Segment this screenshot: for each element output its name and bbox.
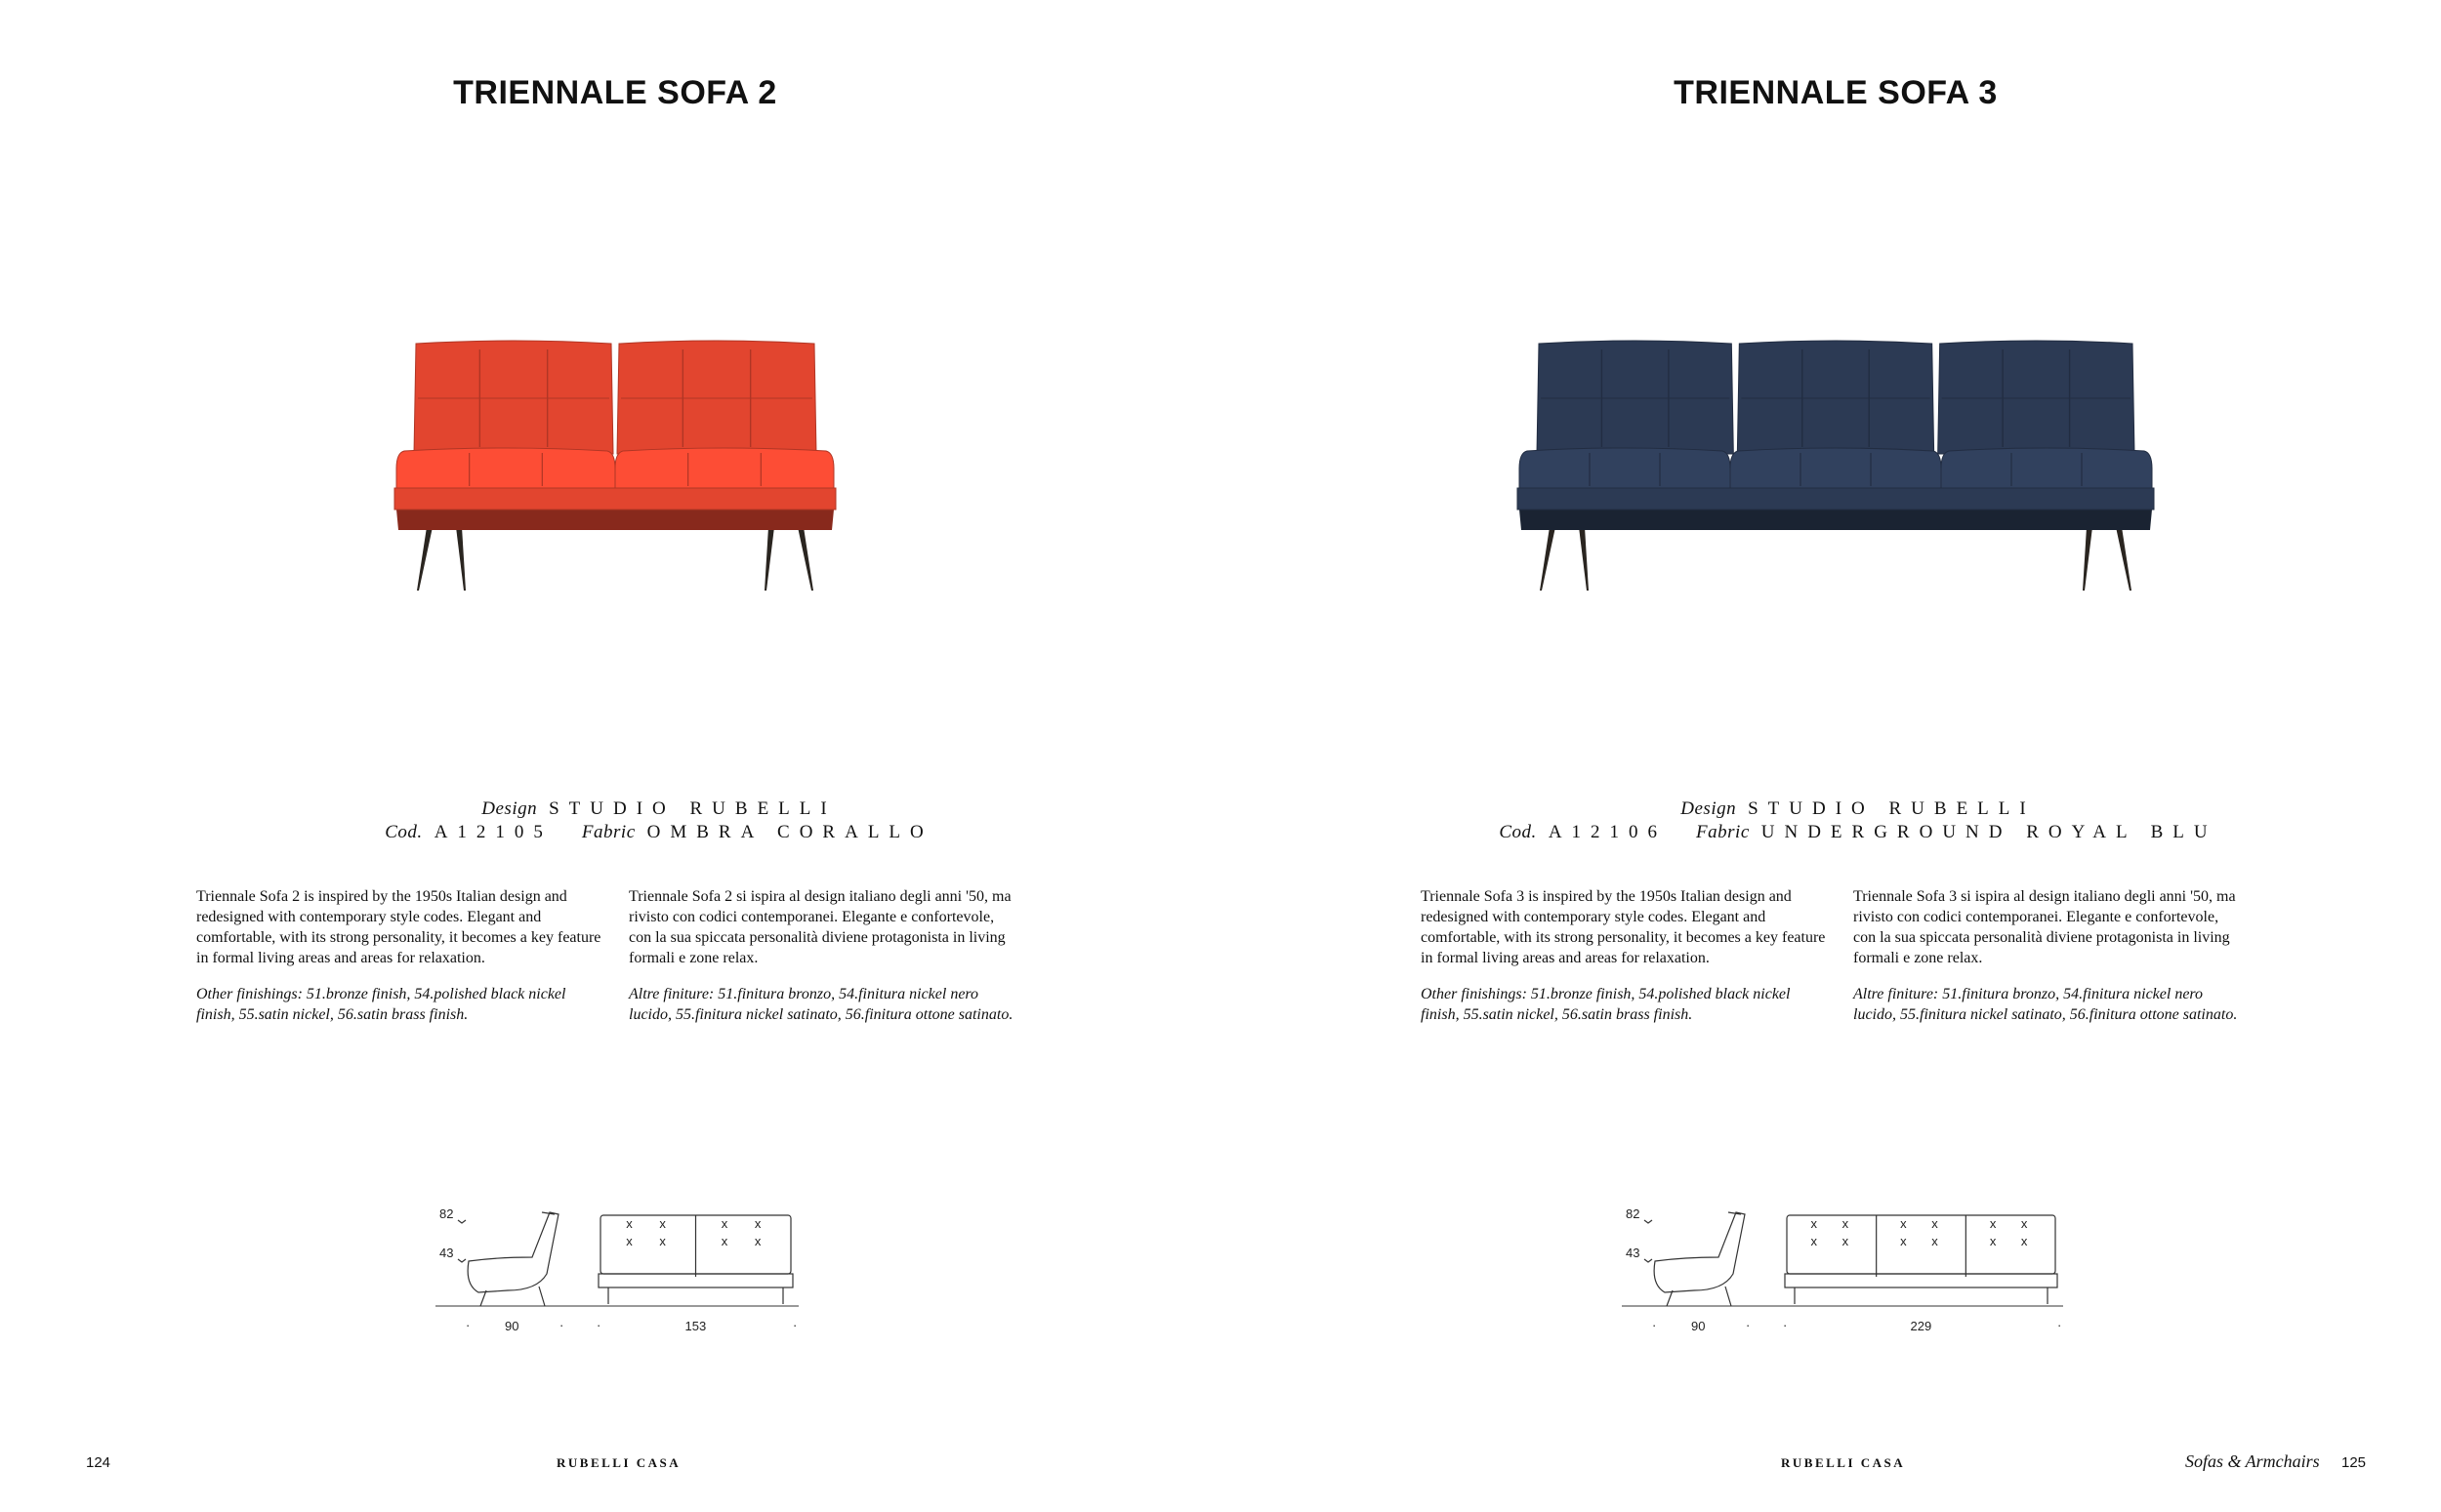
- sofa-leg: [456, 527, 466, 591]
- product-title: TRIENNALE SOFA 2: [453, 74, 777, 111]
- dim-dot: ·: [466, 1318, 471, 1332]
- product-title: TRIENNALE SOFA 3: [1674, 74, 1998, 111]
- tuft-mark: x: [659, 1216, 666, 1231]
- seat-cushion: [396, 448, 615, 488]
- finish-text-it: Altre finiture: 51.finitura bronzo, 54.finitura nickel nero lucido, 55.finitura nickel satinato, 56.finitura ottone satinato.: [1853, 986, 2238, 1023]
- tuft-mark: x: [2020, 1216, 2028, 1231]
- tuft-mark: x: [721, 1234, 728, 1248]
- seat-front: [394, 488, 836, 510]
- page-number: 125: [2341, 1454, 2367, 1471]
- side-view-outline: [468, 1212, 559, 1292]
- description-it: [1853, 886, 2244, 1041]
- dim-arrow: [1644, 1220, 1652, 1223]
- seat-cushion: [1730, 448, 1941, 488]
- tuft-mark: x: [754, 1234, 762, 1248]
- back-cushion: [1537, 341, 1733, 454]
- back-cushion: [617, 341, 816, 454]
- code-value: A12106: [1548, 822, 1668, 842]
- description-it: [629, 886, 1019, 1041]
- sofa-leg: [2083, 527, 2092, 591]
- tuft-mark: x: [1989, 1216, 1997, 1231]
- section-title: Sofas & Armchairs: [2185, 1451, 2320, 1471]
- tuft-mark: x: [2020, 1234, 2028, 1248]
- fabric-label: Fabric: [1696, 822, 1750, 842]
- dim-arrow: [458, 1220, 466, 1223]
- back-cushion: [1938, 341, 2134, 454]
- page-left: [0, 0, 1220, 1512]
- dim-height-label: 82: [1626, 1206, 1640, 1221]
- dim-width-label: 153: [684, 1319, 707, 1333]
- tuft-mark: x: [1841, 1234, 1849, 1248]
- dim-height-label: 82: [439, 1206, 454, 1221]
- dim-dot: ·: [1652, 1318, 1657, 1332]
- dimension-drawing: [430, 1201, 801, 1337]
- sofa-leg: [417, 527, 433, 591]
- back-cushion: [414, 341, 613, 454]
- description-en: [1421, 886, 1831, 1041]
- design-label: Design: [1680, 798, 1737, 819]
- tuft-mark: x: [626, 1234, 633, 1248]
- seat-cushion: [1941, 448, 2152, 488]
- sofa-photo: [391, 332, 840, 605]
- sofa-leg: [765, 527, 774, 591]
- seat-cushion: [615, 448, 834, 488]
- sofa-frame: [396, 510, 834, 530]
- description-en: [196, 886, 606, 1041]
- dim-depth-label: 90: [1691, 1319, 1706, 1333]
- tuft-mark: x: [1841, 1216, 1849, 1231]
- tuft-mark: x: [754, 1216, 762, 1231]
- side-view-leg: [539, 1287, 545, 1306]
- dim-width-label: 229: [1910, 1319, 1932, 1333]
- tuft-mark: x: [1931, 1234, 1938, 1248]
- desc-text-it: Triennale Sofa 3 si ispira al design italiano degli anni '50, ma rivisto con codici contemporanei. Elegante e confortevole, con la sua spiccata personalità diviene protagonista in living formali e zone relax.: [1853, 888, 2236, 966]
- dim-dot: ·: [559, 1318, 564, 1332]
- sofa-leg: [2116, 527, 2131, 591]
- tuft-mark: x: [721, 1216, 728, 1231]
- code-label: Cod.: [385, 822, 423, 842]
- design-value: STUDIO RUBELLI: [1748, 798, 2036, 819]
- tuft-mark: x: [1989, 1234, 1997, 1248]
- product-meta: [49, 798, 1269, 845]
- dim-arrow: [1644, 1259, 1652, 1262]
- side-view-leg: [1725, 1287, 1731, 1306]
- back-cushion: [1737, 341, 1933, 454]
- finish-text-en: Other finishings: 51.bronze finish, 54.polished black nickel finish, 55.satin nickel, 56.satin brass finish.: [1421, 986, 1791, 1023]
- front-view-seat: [1785, 1274, 2057, 1287]
- tuft-mark: x: [1810, 1234, 1817, 1248]
- front-view-back: [1787, 1215, 2055, 1274]
- seat-front: [1517, 488, 2154, 510]
- dim-seat-label: 43: [1626, 1246, 1640, 1260]
- tuft-mark: x: [626, 1216, 633, 1231]
- sofa-photo: [1513, 332, 2158, 605]
- tuft-mark: x: [1810, 1216, 1817, 1231]
- tuft-mark: x: [1900, 1216, 1907, 1231]
- sofa-leg: [1540, 527, 1555, 591]
- dim-depth-label: 90: [505, 1319, 519, 1333]
- desc-text-en: Triennale Sofa 2 is inspired by the 1950s Italian design and redesigned with contemporary style codes. Elegant and comfortable, with its strong personality, it becomes a key feature in formal living areas and areas for relaxation.: [196, 888, 601, 966]
- brand-footer: RUBELLI CASA: [1781, 1455, 1906, 1470]
- brand-footer: RUBELLI CASA: [557, 1455, 682, 1470]
- design-label: Design: [481, 798, 538, 819]
- fabric-value: OMBRA CORALLO: [646, 822, 933, 842]
- sofa-frame: [1519, 510, 2152, 530]
- finish-text-it: Altre finiture: 51.finitura bronzo, 54.finitura nickel nero lucido, 55.finitura nickel satinato, 56.finitura ottone satinato.: [629, 986, 1014, 1023]
- code-value: A12105: [434, 822, 553, 842]
- finish-text-en: Other finishings: 51.bronze finish, 54.polished black nickel finish, 55.satin nickel, 56.satin brass finish.: [196, 986, 566, 1023]
- page-number: 124: [86, 1454, 111, 1471]
- seat-cushion: [1519, 448, 1730, 488]
- tuft-mark: x: [1900, 1234, 1907, 1248]
- product-meta: [1248, 798, 2441, 845]
- dimension-drawing: [1616, 1201, 2065, 1337]
- design-value: STUDIO RUBELLI: [549, 798, 837, 819]
- dim-arrow: [458, 1259, 466, 1262]
- code-label: Cod.: [1499, 822, 1537, 842]
- dim-dot: ·: [793, 1318, 798, 1332]
- page-right: [1220, 0, 2441, 1512]
- dim-dot: ·: [1746, 1318, 1751, 1332]
- fabric-label: Fabric: [581, 822, 636, 842]
- tuft-mark: x: [1931, 1216, 1938, 1231]
- tuft-mark: x: [659, 1234, 666, 1248]
- sofa-leg: [798, 527, 813, 591]
- dim-dot: ·: [597, 1318, 601, 1332]
- fabric-value: UNDERGROUND ROYAL BLU: [1760, 822, 2217, 842]
- desc-text-en: Triennale Sofa 3 is inspired by the 1950s Italian design and redesigned with contemporary style codes. Elegant and comfortable, with its strong personality, it becomes a key feature in formal living areas and areas for relaxation.: [1421, 888, 1826, 966]
- dim-seat-label: 43: [439, 1246, 454, 1260]
- desc-text-it: Triennale Sofa 2 si ispira al design italiano degli anni '50, ma rivisto con codici contemporanei. Elegante e confortevole, con la sua spiccata personalità diviene protagonista in living formali e zone relax.: [629, 888, 1012, 966]
- side-view-outline: [1654, 1212, 1745, 1292]
- dim-dot: ·: [2057, 1318, 2062, 1332]
- sofa-leg: [1579, 527, 1589, 591]
- dim-dot: ·: [1783, 1318, 1788, 1332]
